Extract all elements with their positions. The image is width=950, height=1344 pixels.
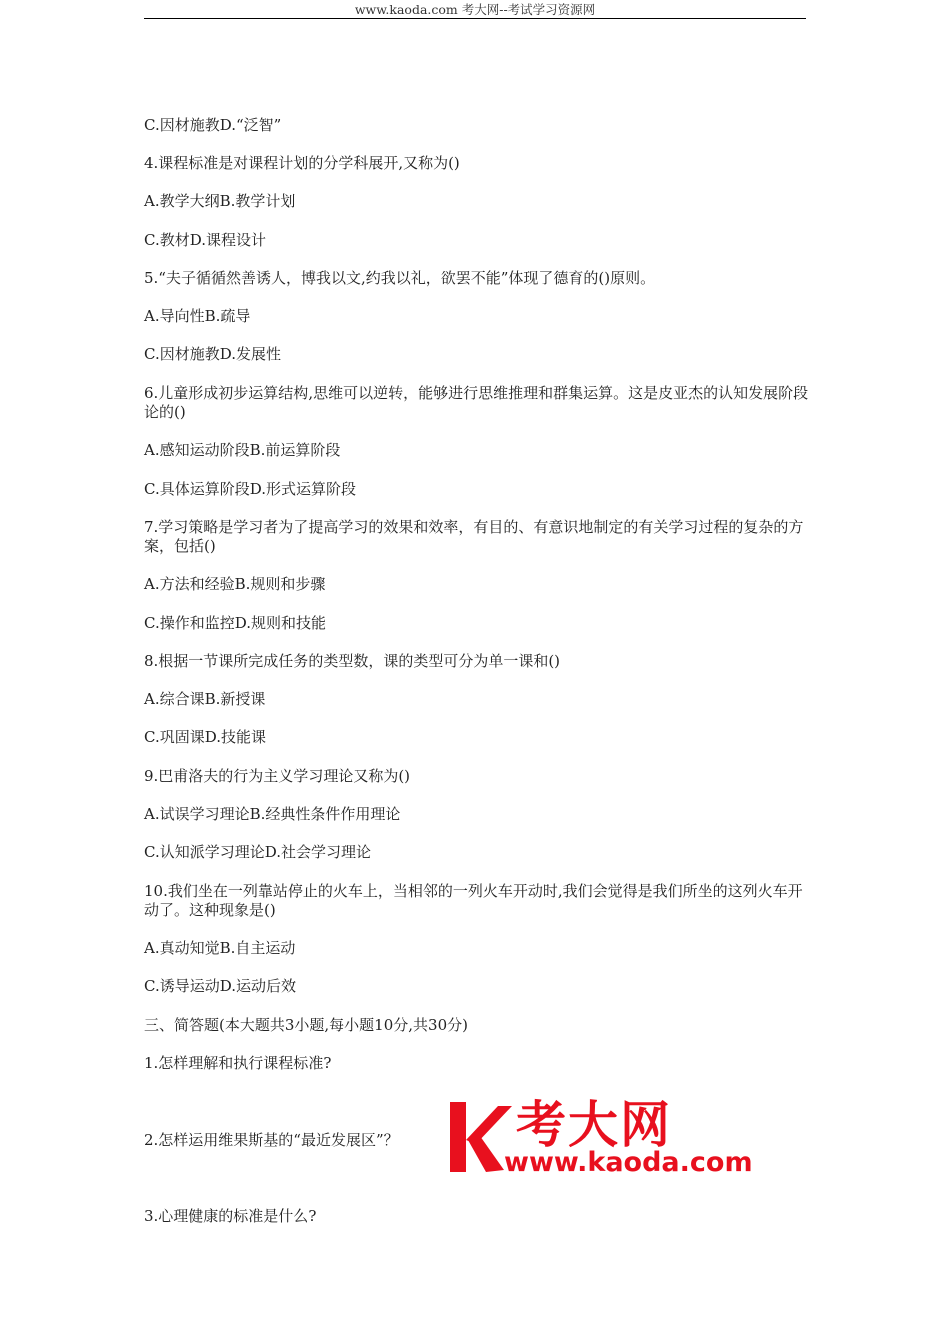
question-line: 10.我们坐在一列靠站停止的火车上，当相邻的一列火车开动时,我们会觉得是我们所坐的这列火车开动了。这种现象是() xyxy=(144,882,803,919)
kaoda-logo xyxy=(446,1098,768,1180)
option-line: C.因材施教D.发展性 xyxy=(144,345,281,363)
question-line: 9.巴甫洛夫的行为主义学习理论又称为() xyxy=(144,767,411,785)
option-line: A.导向性B.疏导 xyxy=(144,307,251,325)
option-line: C.巩固课D.技能课 xyxy=(144,728,266,746)
question-line: 8.根据一节课所完成任务的类型数，课的类型可分为单一课和() xyxy=(144,652,561,670)
option-line: C.具体运算阶段D.形式运算阶段 xyxy=(144,480,356,498)
question-line: 3.心理健康的标准是什么? xyxy=(144,1207,317,1225)
section-heading: 三、简答题(本大题共3小题,每小题10分,共30分) xyxy=(144,1016,468,1034)
question-line: 1.怎样理解和执行课程标准? xyxy=(144,1054,332,1072)
logo-chinese-text: 考大网 xyxy=(516,1096,672,1154)
option-line: A.试误学习理论B.经典性条件作用理论 xyxy=(144,805,401,823)
header-divider xyxy=(144,18,806,19)
logo-k-icon xyxy=(446,1100,512,1172)
option-line: A.感知运动阶段B.前运算阶段 xyxy=(144,441,341,459)
option-line: A.教学大纲B.教学计划 xyxy=(144,192,296,210)
question-line: 7.学习策略是学习者为了提高学习的效果和效率，有目的、有意识地制定的有关学习过程的复杂的方案，包括() xyxy=(144,518,804,555)
page-header: www.kaoda.com 考大网--考试学习资源网 xyxy=(354,2,596,17)
option-line: C.因材施教D.“泛智” xyxy=(144,116,282,134)
option-line: A.真动知觉B.自主运动 xyxy=(144,939,296,957)
option-line: C.认知派学习理论D.社会学习理论 xyxy=(144,843,371,861)
option-line: A.方法和经验B.规则和步骤 xyxy=(144,575,326,593)
option-line: A.综合课B.新授课 xyxy=(144,690,266,708)
option-line: C.操作和监控D.规则和技能 xyxy=(144,614,326,632)
option-line: C.教材D.课程设计 xyxy=(144,231,266,249)
logo-url-text: www.kaoda.com xyxy=(504,1147,753,1178)
question-line: 5.“夫子循循然善诱人，博我以文,约我以礼，欲罢不能”体现了德育的()原则。 xyxy=(144,269,656,287)
question-line: 6.儿童形成初步运算结构,思维可以逆转，能够进行思维推理和群集运算。这是皮亚杰的认知发展阶段论的() xyxy=(144,384,809,421)
option-line: C.诱导运动D.运动后效 xyxy=(144,977,296,995)
question-line: 2.怎样运用维果斯基的“最近发展区”？ xyxy=(144,1131,399,1149)
question-line: 4.课程标准是对课程计划的分学科展开,又称为() xyxy=(144,154,460,172)
